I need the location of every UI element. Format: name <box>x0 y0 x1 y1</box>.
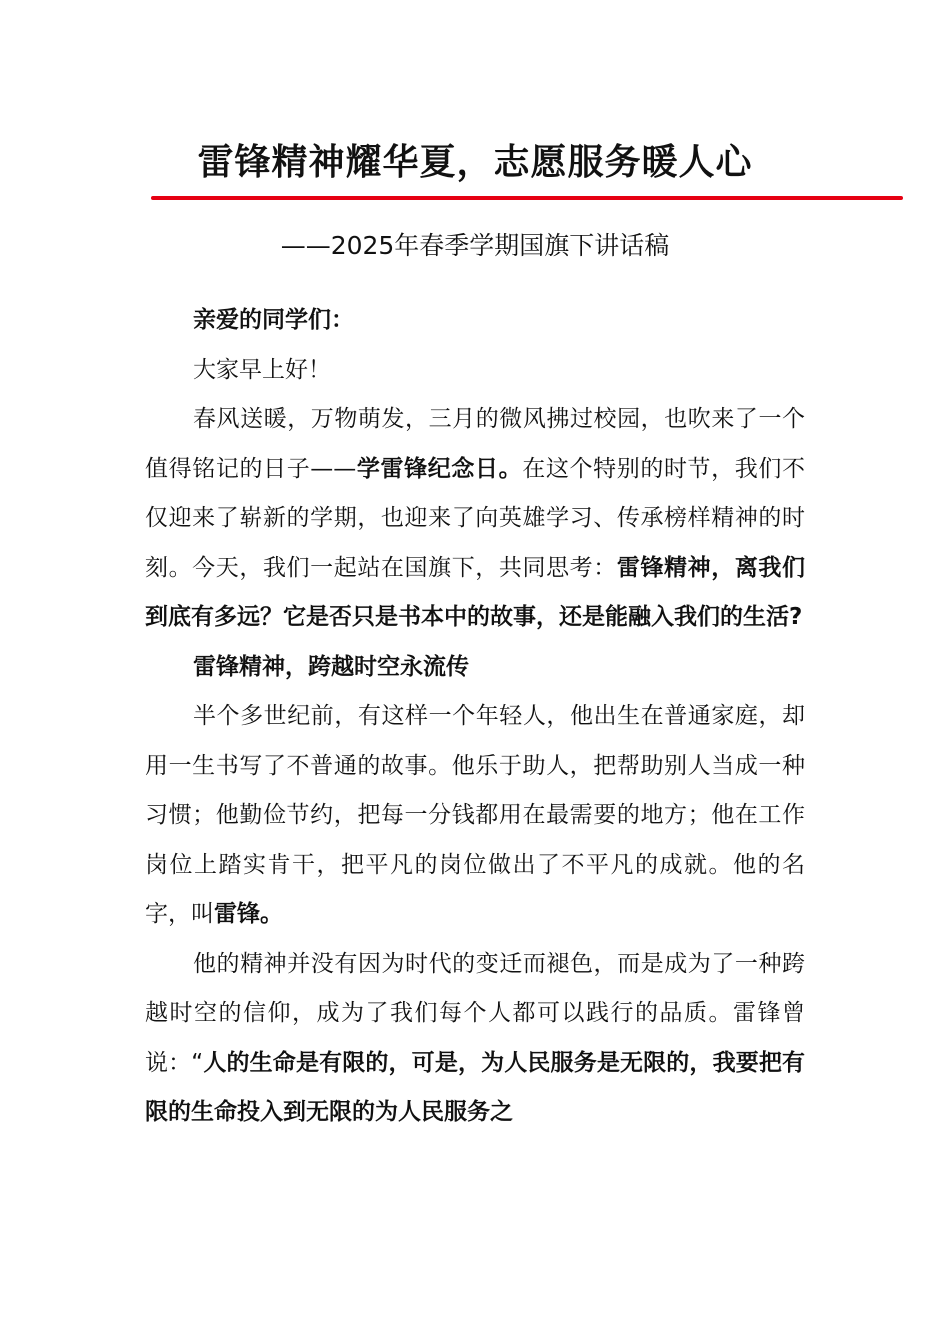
document-body <box>145 296 805 1138</box>
paragraph-1-text-1: 春风送暖，万物萌发，三月的微风拂过校园，也吹来了一个值得铭记的日子—— <box>145 406 805 482</box>
paragraph-3-text-1: 他的精神并没有因为时代的变迁而褪色，而是成为了一种跨越时空的信仰，成为了我们每个人都可以践行的品质。雷锋曾说：“ <box>145 950 805 1076</box>
paragraph-1-text-2: 在这个特别的时节，我们不仅迎来了崭新的学期，也迎来了向英雄学习、传承榜样精神的时刻。今天，我们一起站在国旗下，共同思考： <box>145 455 806 581</box>
section-heading: 雷锋精神，跨越时空永流传 <box>193 653 469 680</box>
paragraph-2-bold-1: 雷锋。 <box>214 901 283 927</box>
paragraph-2 <box>145 692 805 940</box>
document-title: 雷锋精神耀华夏，志愿服务暖人心 <box>197 142 753 183</box>
paragraph-3-bold-1: 人的生命是有限的，可是，为人民服务是无限的，我要把有限的生命投入到无限的为人民服务之 <box>145 1049 806 1125</box>
paragraph-1-bold-1: 学雷锋纪念日。 <box>356 455 523 482</box>
greeting: 大家早上好！ <box>193 356 331 383</box>
paragraph-3 <box>145 940 805 1138</box>
salutation: 亲爱的同学们： <box>193 307 354 333</box>
paragraph-2-text-1: 半个多世纪前，有这样一个年轻人，他出生在普通家庭，却用一生书写了不普通的故事。他乐于助人，把帮助别人当成一种习惯；他勤俭节约，把每一分钱都用在最需要的地方；他在工作岗位上踏实肯干，把平凡的岗位做出了不平凡的成就。他的名字，叫 <box>145 703 805 927</box>
paragraph-1 <box>145 395 805 643</box>
paragraph-1-bold-2: 雷锋精神，离我们到底有多远？它是否只是书本中的故事，还是能融入我们的生活? <box>145 554 806 630</box>
document-subtitle: ——2025年春季学期国旗下讲话稿 <box>280 231 670 260</box>
title-underline <box>151 196 903 200</box>
